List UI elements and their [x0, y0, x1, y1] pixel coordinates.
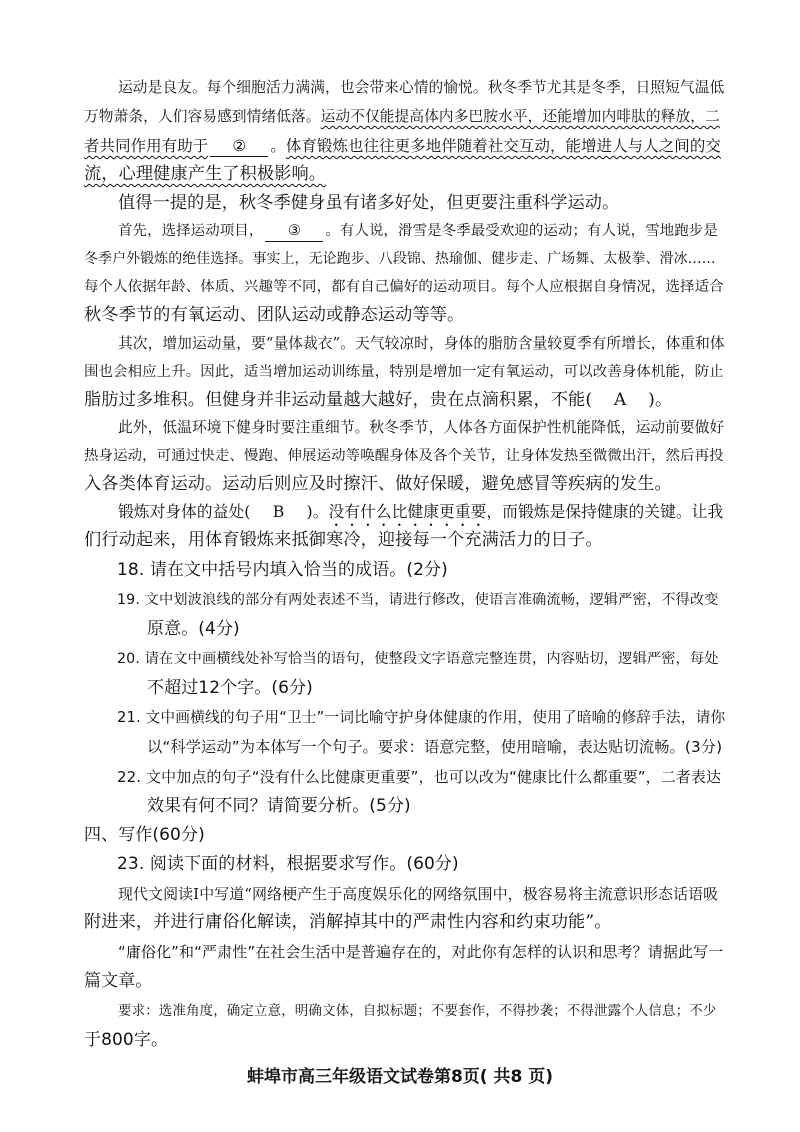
passage-line: [118, 76, 724, 100]
text: 原意。(4分): [147, 619, 240, 639]
text: 此外，低温环境下健身时要注重细节。秋冬季节，人体各方面保护性机能降低，运动前要做好: [118, 419, 725, 436]
question-20: [117, 647, 727, 671]
passage-line: [84, 528, 724, 552]
requirement-line: [84, 1028, 724, 1052]
text: 围也会相应上升。因此，适当增加运动训练量，特别是增加一定有氧运动，可以改善身体机能，防止: [84, 364, 724, 380]
passage-line: [84, 472, 724, 496]
question-19-cont: [147, 617, 727, 641]
page-footer: 蚌埠市高三年级语文试卷第8页( 共8 页): [246, 1067, 554, 1087]
question-21-cont: [147, 735, 727, 759]
text: 。: [270, 137, 286, 155]
question-19: [117, 588, 727, 612]
blank-2: ②: [210, 136, 268, 157]
text: 附进来，并进行庸俗化解读，消解掉其中的严肃性内容和约束功能”。: [84, 912, 612, 932]
material-line: [118, 882, 724, 906]
passage-line: [84, 360, 724, 384]
wavy-underlined-text: 运动不仅能提高体内多巴胺水平，还能增加内啡肽的释放，二: [320, 108, 720, 125]
question-18: [117, 558, 727, 582]
text: 首先，选择运动项目，: [118, 223, 264, 239]
question-22-cont: [147, 794, 727, 818]
dotted-emphasis-text: 没有什么比健康更重要: [328, 502, 487, 521]
wavy-underlined-text: 者共同作用有助于: [84, 137, 209, 155]
wavy-underlined-text: 体育锻炼也往往更多地伴随着社交互动，能增进人与人之间的交: [285, 137, 721, 155]
passage-line: [84, 444, 724, 468]
text: 锻炼对身体的益处(: [118, 502, 251, 521]
blank-a: A: [613, 390, 627, 410]
text: 万物萧条，人们容易感到情绪低落。: [84, 108, 321, 125]
text: 。有人说，滑雪是冬季最受欢迎的运动；有人说，雪地跑步是: [325, 223, 718, 239]
text: 四、写作(60分): [84, 825, 205, 845]
text: 入各类体育运动。运动后则应及时擦汗、做好保暖，避免感冒等疾病的发生。: [84, 474, 672, 494]
text: )。: [306, 502, 329, 521]
question-20-cont: [147, 676, 727, 700]
passage-line: [84, 105, 724, 129]
passage-line: [84, 162, 724, 186]
material-line: [84, 910, 724, 934]
passage-line: [118, 219, 724, 243]
passage-line: [118, 416, 724, 440]
text: “庸俗化”和“严肃性”在社会生活中是普遍存在的，对此你有怎样的认识和思考？请据此写一: [118, 943, 724, 961]
text: 22. 文中加点的句子“没有什么比健康更重要”，也可以改为“健康比什么都重要”，二者表达: [117, 768, 722, 786]
text: 热身运动，可通过快走、慢跑、伸展运动等唤醒身体及各个关节，让身体发热至微微出汗，然后再投: [84, 448, 724, 464]
text: )。: [648, 390, 673, 410]
text: 们行动起来，用体育锻炼来抵御寒冷，迎接每一个充满活力的日子。: [84, 530, 603, 550]
question-21: [117, 706, 727, 730]
text: 每个人依据年龄、体质、兴趣等不同，都有自己偏好的运动项目。每个人应根据自身情况，选择适合: [84, 279, 724, 295]
text: 值得一提的是，秋冬季健身虽有诸多好处，但更要注重科学运动。: [118, 193, 620, 213]
passage-line: [84, 275, 724, 299]
text: ，而锻炼是保持健康的关键。让我: [486, 502, 724, 521]
blank-3: ③: [265, 221, 323, 242]
passage-line: [84, 247, 724, 271]
text: 冬季户外锻炼的绝佳选择。事实上，无论跑步、八段锦、热瑜伽、健步走、广场舞、太极拳、滑冰……: [84, 251, 716, 267]
passage-line: [118, 191, 724, 215]
text: 现代文阅读Ⅰ中写道“网络梗产生于高度娱乐化的网络氛围中，极容易将主流意识形态话语吸: [118, 885, 719, 903]
text: 23. 阅读下面的材料，根据要求写作。(60分): [117, 854, 459, 874]
passage-line: [84, 388, 724, 412]
text: 不超过12个字。(6分): [147, 678, 313, 698]
text: 其次，增加运动量，要“量体裁衣”。天气较凉时，身体的脂肪含量较夏季有所增长，体重和体: [118, 335, 725, 352]
section-title-writing: [84, 823, 724, 847]
text: 要求：选准角度，确定立意，明确文体，自拟标题；不要套作，不得抄袭；不得泄露个人信息；不少: [118, 1003, 717, 1019]
question-23: [117, 852, 727, 876]
wavy-underlined-text: 流，心理健康产生了积极影响。: [84, 164, 327, 184]
text: 18. 请在文中括号内填入恰当的成语。(2分): [117, 560, 448, 580]
prompt-line: [118, 940, 724, 964]
requirement-line: [118, 999, 724, 1023]
prompt-line: [84, 969, 724, 993]
text: 于800字。: [84, 1030, 169, 1050]
text: 20. 请在文中画横线处补写恰当的语句，使整段文字语意完整连贯，内容贴切，逻辑严密，每处: [117, 651, 719, 667]
text: 效果有何不同？请简要分析。(5分): [147, 796, 411, 816]
passage-line: [118, 332, 724, 356]
text: 篇文章。: [84, 971, 153, 991]
text: 以“科学运动”为本体写一个句子。要求：语意完整，使用暗喻，表达贴切流畅。(3分): [147, 738, 723, 756]
blank-b: B: [272, 502, 285, 521]
question-22: [117, 765, 727, 789]
text: 秋冬季节的有氧运动、团队运动或静态运动等等。: [84, 305, 465, 325]
passage-line: [84, 134, 724, 158]
text: 脂肪过多堆积。但健身并非运动量越大越好，贵在点滴积累，不能(: [84, 390, 593, 410]
text: 19. 文中划波浪线的部分有两处表述不当，请进行修改，使语言准确流畅，逻辑严密，不得改变: [117, 592, 719, 608]
text: 运动是良友。每个细胞活力满满，也会带来心情的愉悦。秋冬季节尤其是冬季，日照短气温低: [118, 79, 725, 96]
passage-line: [118, 500, 724, 530]
text: 21. 文中画横线的句子用“卫士”一词比喻守护身体健康的作用，使用了暗喻的修辞手法，请你: [117, 709, 726, 726]
passage-line: [84, 303, 724, 327]
